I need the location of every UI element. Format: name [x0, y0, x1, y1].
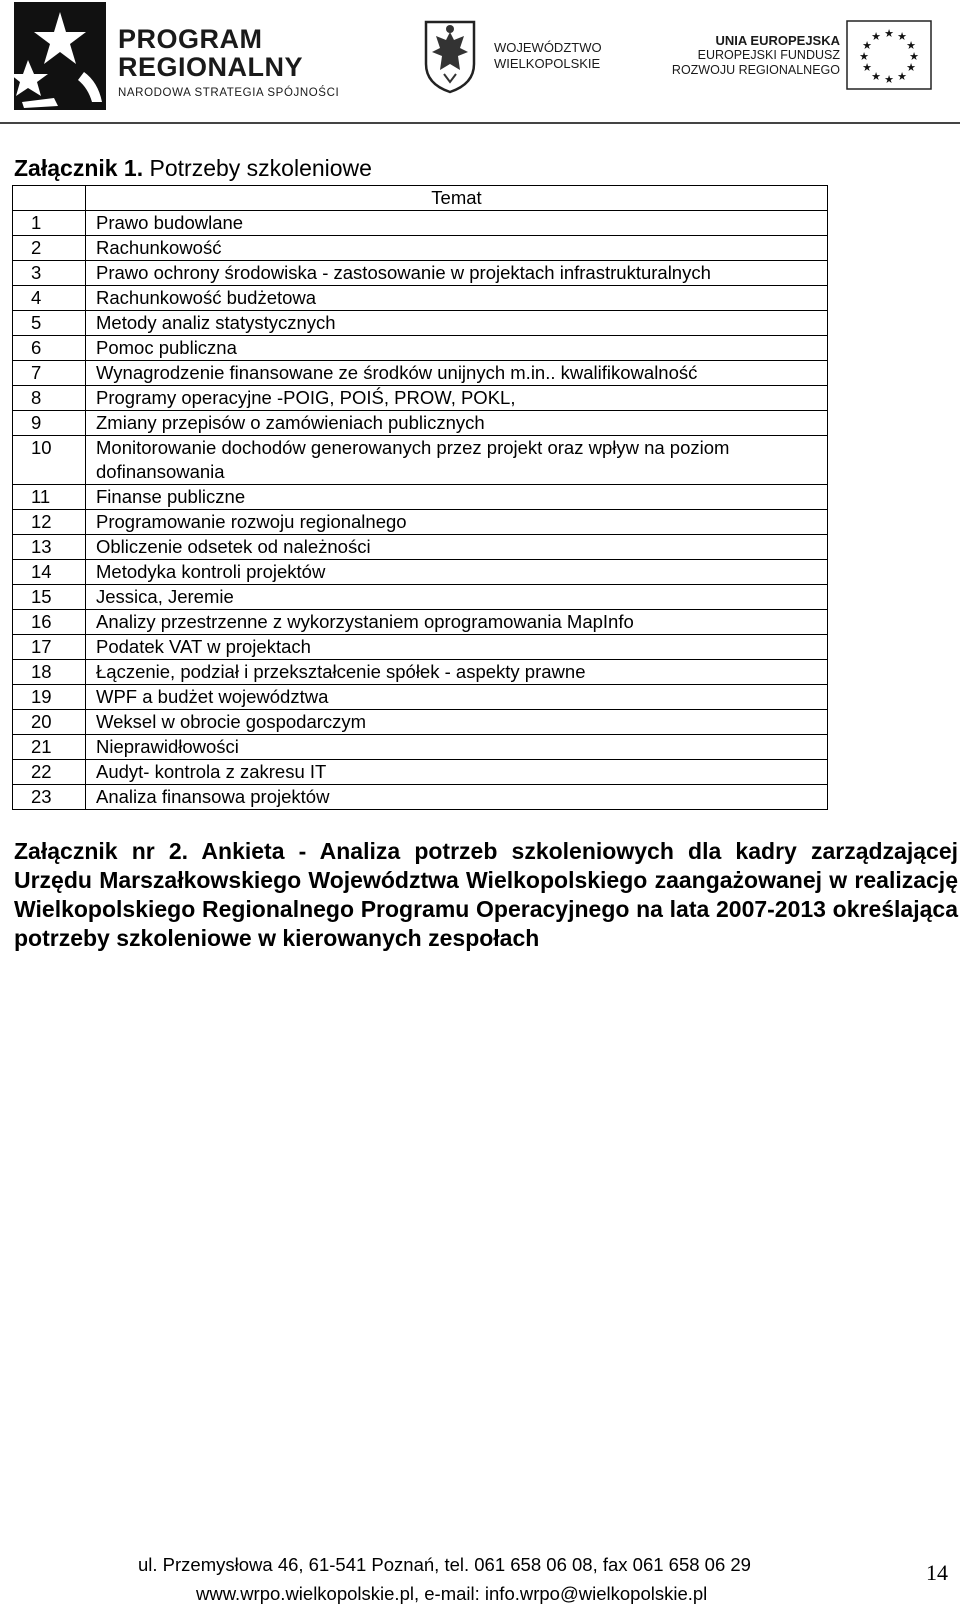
letterhead [0, 0, 960, 125]
svg-text:★: ★ [897, 30, 907, 43]
voivodeship-line-1: WOJEWÓDZTWO [494, 40, 602, 55]
row-number: 4 [13, 286, 86, 311]
table-row [13, 336, 828, 361]
wielkopolska-crest-icon [424, 18, 476, 94]
svg-text:★: ★ [884, 27, 894, 40]
table-row [13, 535, 828, 560]
row-number: 22 [13, 760, 86, 785]
table-row [13, 610, 828, 635]
svg-text:★: ★ [897, 70, 907, 83]
row-number: 2 [13, 236, 86, 261]
table-row [13, 785, 828, 810]
table-row [13, 386, 828, 411]
row-number: 12 [13, 510, 86, 535]
attachment-2-label: Załącznik nr 2. [14, 838, 189, 864]
table-row [13, 436, 828, 485]
svg-text:★: ★ [862, 61, 872, 74]
table-row [13, 411, 828, 436]
row-topic: WPF a budżet województwa [86, 685, 828, 710]
row-topic: Nieprawidłowości [86, 735, 828, 760]
footer-contact: www.wrpo.wielkopolskie.pl, e-mail: info.wrpo@wielkopolskie.pl [196, 1583, 708, 1604]
table-row [13, 361, 828, 386]
row-topic: Rachunkowość [86, 236, 828, 261]
row-number: 13 [13, 535, 86, 560]
table-row [13, 211, 828, 236]
table-row [13, 560, 828, 585]
program-regionalny-wordmark [118, 26, 339, 100]
voivodeship-line-2: WIELKOPOLSKIE [494, 56, 601, 71]
attachment-1-label: Załącznik 1. [14, 155, 144, 181]
row-number: 17 [13, 635, 86, 660]
row-topic: Jessica, Jeremie [86, 585, 828, 610]
svg-text:★: ★ [906, 39, 916, 52]
svg-text:★: ★ [909, 50, 919, 63]
footer-address: ul. Przemysłowa 46, 61-541 Poznań, tel. 061 658 06 08, fax 061 658 06 29 [138, 1554, 751, 1575]
table-row [13, 760, 828, 785]
svg-text:★: ★ [884, 73, 894, 86]
svg-text:★: ★ [871, 30, 881, 43]
attachment-1-title: Potrzeby szkoleniowe [149, 155, 372, 181]
row-topic: Audyt- kontrola z zakresu IT [86, 760, 828, 785]
training-needs-table [12, 185, 828, 810]
table-row [13, 685, 828, 710]
row-topic: Programy operacyjne -POIG, POIŚ, PROW, POKL, [86, 386, 828, 411]
row-number: 7 [13, 361, 86, 386]
row-number: 3 [13, 261, 86, 286]
header-divider [0, 122, 960, 124]
svg-text:★: ★ [862, 39, 872, 52]
number-column-header [13, 186, 86, 211]
row-number: 11 [13, 485, 86, 510]
row-topic: Prawo budowlane [86, 211, 828, 236]
table-row [13, 485, 828, 510]
program-regionalny-logo [14, 2, 106, 110]
attachment-1-heading [14, 155, 372, 182]
svg-text:★: ★ [906, 61, 916, 74]
row-topic: Obliczenie odsetek od należności [86, 535, 828, 560]
row-number: 16 [13, 610, 86, 635]
row-topic: Zmiany przepisów o zamówieniach publicznych [86, 411, 828, 436]
table-row [13, 236, 828, 261]
row-topic: Weksel w obrocie gospodarczym [86, 710, 828, 735]
table-header-row [13, 186, 828, 211]
row-topic: Analizy przestrzenne z wykorzystaniem oprogramowania MapInfo [86, 610, 828, 635]
row-topic: Analiza finansowa projektów [86, 785, 828, 810]
row-number: 18 [13, 660, 86, 685]
program-line-3: NARODOWA STRATEGIA SPÓJNOŚCI [118, 87, 340, 99]
row-number: 23 [13, 785, 86, 810]
svg-text:★: ★ [871, 70, 881, 83]
table-row [13, 585, 828, 610]
row-number: 5 [13, 311, 86, 336]
eu-line-1: UNIA EUROPEJSKA [715, 33, 840, 48]
row-topic: Programowanie rozwoju regionalnego [86, 510, 828, 535]
row-topic: Metody analiz statystycznych [86, 311, 828, 336]
table-row [13, 635, 828, 660]
row-number: 6 [13, 336, 86, 361]
program-line-1: PROGRAM [118, 24, 263, 54]
row-topic: Wynagrodzenie finansowane ze środków unijnych m.in.. kwalifikowalność [86, 361, 828, 386]
row-topic: Finanse publiczne [86, 485, 828, 510]
row-topic: Podatek VAT w projektach [86, 635, 828, 660]
attachment-2-heading [14, 837, 958, 953]
topic-column-header: Temat [86, 186, 828, 211]
attachment-2-title: Ankieta - Analiza potrzeb szkoleniowych dla kadry zarządzającej Urzędu Marszałkowskiego Województwa Wielkopolskiego zaangażowanej w realizację Wielkopolskiego Regionalnego Programu Operacyjnego na lata 2007-2013 określająca potrzeby szkoleniowe w kierowanych zespołach [14, 838, 959, 951]
row-number: 21 [13, 735, 86, 760]
row-number: 14 [13, 560, 86, 585]
row-number: 1 [13, 211, 86, 236]
row-number: 9 [13, 411, 86, 436]
table-body [13, 211, 828, 810]
eu-line-3: ROZWOJU REGIONALNEGO [671, 63, 840, 77]
svg-text:★: ★ [859, 50, 869, 63]
row-topic: Rachunkowość budżetowa [86, 286, 828, 311]
page-number: 14 [926, 1560, 948, 1585]
table-row [13, 510, 828, 535]
row-number: 10 [13, 436, 86, 485]
eu-line-2: EUROPEJSKI FUNDUSZ [697, 48, 840, 62]
row-number: 20 [13, 710, 86, 735]
table-row [13, 286, 828, 311]
row-number: 19 [13, 685, 86, 710]
row-number: 8 [13, 386, 86, 411]
table-row [13, 735, 828, 760]
row-topic: Łączenie, podział i przekształcenie spółek - aspekty prawne [86, 660, 828, 685]
table-row [13, 660, 828, 685]
eu-fund-text [662, 33, 840, 78]
row-number: 15 [13, 585, 86, 610]
row-topic: Monitorowanie dochodów generowanych przez projekt oraz wpływ na poziom dofinansowania [86, 436, 828, 485]
table-row [13, 311, 828, 336]
row-topic: Metodyka kontroli projektów [86, 560, 828, 585]
row-topic: Prawo ochrony środowiska - zastosowanie w projektach infrastrukturalnych [86, 261, 828, 286]
program-line-2: REGIONALNY [118, 52, 304, 82]
eu-flag-icon [846, 20, 932, 90]
row-topic: Pomoc publiczna [86, 336, 828, 361]
voivodeship-name [494, 40, 602, 72]
table-row [13, 261, 828, 286]
table-row [13, 710, 828, 735]
